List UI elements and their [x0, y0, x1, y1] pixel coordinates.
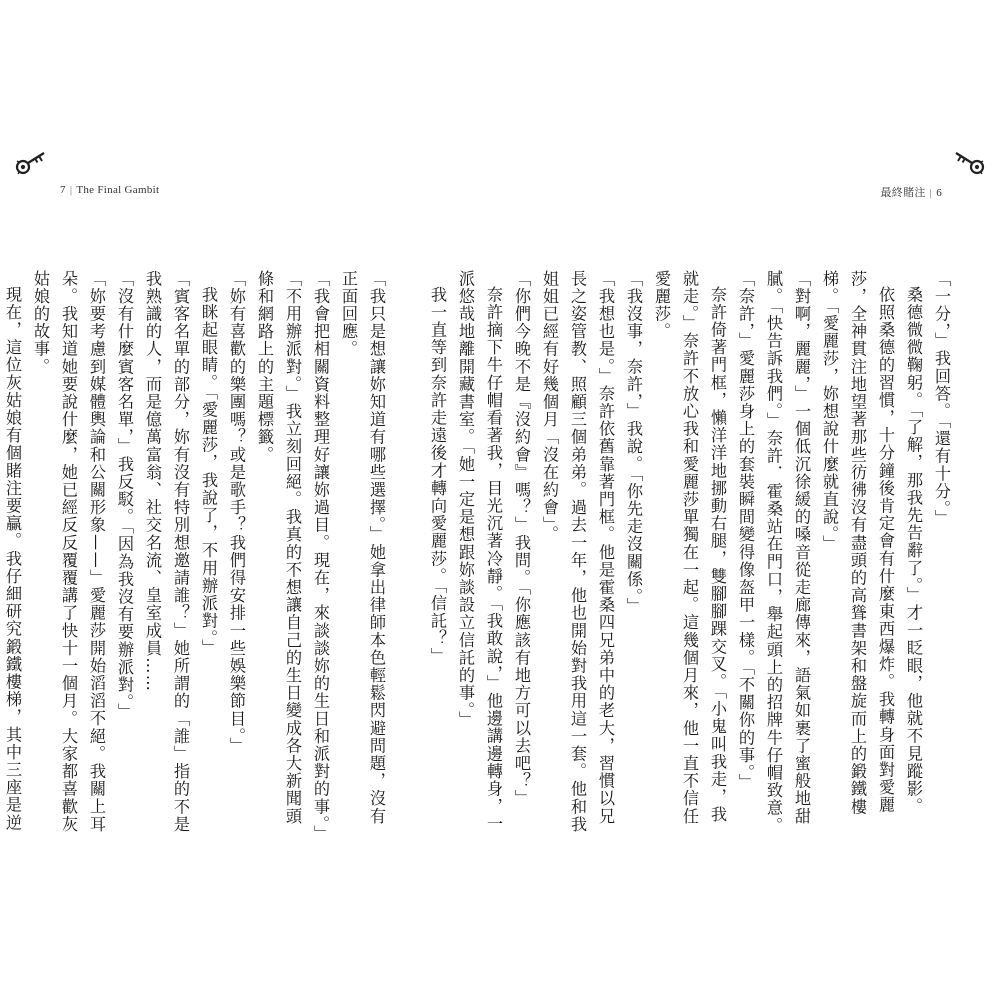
paragraph: 「沒有什麼賓客名單，」我反駁。「因為我沒有要辦派對。」	[115, 270, 134, 721]
paragraph: 奈許倚著門框，懶洋洋地挪動右腿，雙腳腳踝交叉。「小鬼叫我走，我就走。」奈許不放心我和愛麗莎單獨在一起。這幾個月來，他一直不信任愛麗莎。	[652, 270, 727, 826]
paragraph: 現在，這位灰姑娘有個賭注要贏。我仔細研究鍛鐵樓梯，其中三座是逆	[3, 286, 22, 832]
running-title: 最終賭注	[880, 187, 926, 199]
page-number: 6	[936, 187, 942, 199]
folio-separator: |	[69, 184, 73, 196]
running-title: The Final Gambit	[76, 184, 160, 196]
body-text	[3, 270, 390, 843]
paragraph: 奈許摘下牛仔帽看著我，目光沉著冷靜。「我敢說，」他邊講邊轉身，一派悠哉地離開藏書室。「她一定是想跟妳談設立信託的事。」	[456, 270, 503, 834]
paragraph: 「奈許，」愛麗莎身上的套裝瞬間變得像盔甲一樣。「不關你的事。」	[736, 270, 755, 792]
paragraph: 依照桑德的習慣，十分鐘後肯定會有什麼東西爆炸。我轉身面對愛麗莎，全神貫注地望著那些彷彿沒有盡頭的高聳書架和盤旋而上的鍛鐵樓梯。「愛麗莎，妳想說什麼就直說。」	[820, 270, 895, 816]
paragraph: 「賓客名單的部分，妳有沒有特別想邀請誰？」她所謂的「誰」指的不是我熟識的人，而是億萬富翁、社交名流、皇室成員……	[143, 270, 190, 834]
body-text	[428, 270, 955, 835]
page-folio	[60, 184, 159, 196]
key-icon	[952, 150, 986, 178]
page-number: 7	[60, 184, 66, 196]
paragraph: 我眯起眼睛。「愛麗莎，我說了，不用辦派對。」	[199, 286, 218, 658]
paragraph: 桑德微微鞠躬。「了解，那我先告辭了。」才一眨眼，他就不見蹤影。	[904, 286, 923, 816]
key-icon	[14, 150, 48, 178]
paragraph: 「我只是想讓妳知道有哪些選擇。」她拿出律師本色輕鬆閃避問題，沒有正面回應。	[339, 270, 386, 826]
paragraph: 「我想也是。」奈許依舊靠著門框。他是霍桑四兄弟中的老大，習慣以兄長之姿管教、照顧三個弟弟。過去一年，他也開始對我用這一套。他和我姐姐已經有好幾個月「沒在約會」。	[540, 270, 615, 834]
paragraph: 「妳要考慮到媒體輿論和公關形象——」愛麗莎開始滔滔不絕。我關上耳朵。我知道她要說什麼，她已經反反覆覆講了快十一個月。大家都喜歡灰姑娘的故事。	[31, 270, 106, 834]
paragraph: 「一分，」我回答。「還有十分。」	[932, 270, 951, 528]
paragraph: 「不用辦派對。」我立刻回絕。我真的不想讓自己的生日變成各大新聞頭條和網路上的主題標籤。	[255, 270, 302, 826]
paragraph: 「對啊，麗麗，」一個低沉徐緩的嗓音從走廊傳來，語氣如裹了蜜般地甜膩。「快告訴我們。」奈許．霍桑站在門口，舉起頭上的招牌牛仔帽致意。	[764, 270, 811, 835]
paragraph: 「妳有喜歡的樂團嗎？或是歌手？我們得安排一些娛樂節目。」	[227, 270, 246, 755]
paragraph: 「我沒事，奈許，」我說。「你先走沒關係。」	[624, 270, 643, 616]
folio-separator: |	[929, 187, 933, 199]
paragraph: 「你們今晚不是『沒約會』嗎？」我問。「你應該有地方可以去吧？」	[512, 270, 531, 808]
paragraph: 我一直等到奈許走遠後才轉向愛麗莎。「信託？」	[428, 286, 447, 666]
right-page	[428, 0, 1000, 1000]
paragraph: 「我會把相關資料整理好讓妳過目。現在，來談談妳的生日和派對的事。」	[311, 270, 330, 843]
page-folio	[880, 184, 942, 200]
